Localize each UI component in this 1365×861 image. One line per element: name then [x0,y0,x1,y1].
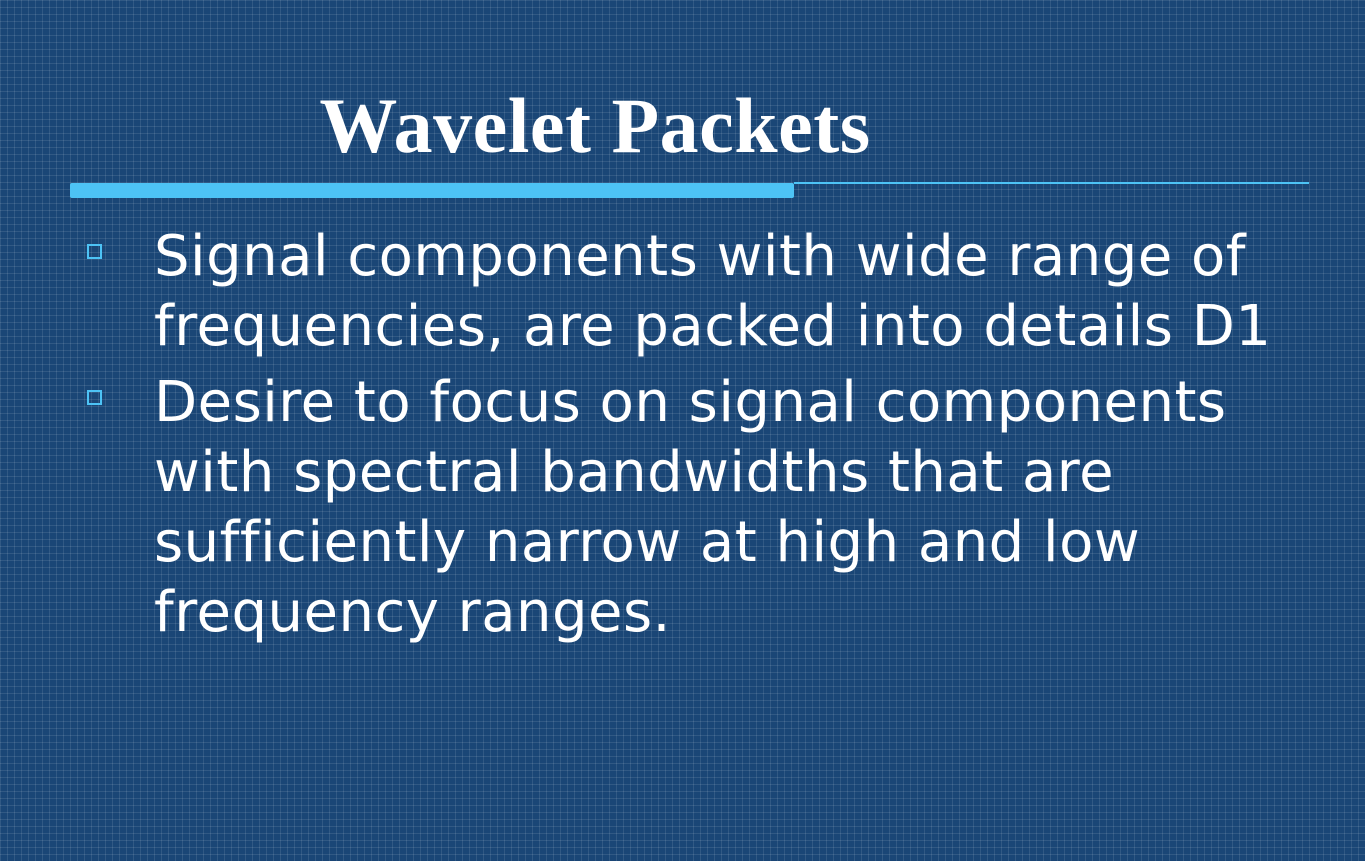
bullet-text: Signal components with wide range of frequencies, are packed into details D1 [154,224,1272,359]
bullet-item [82,222,1342,362]
hollow-square-icon [87,244,102,259]
title-underline-bar [70,183,794,198]
bullet-text: Desire to focus on signal components with spectral bandwidths that are sufficiently narrow at high and low frequency ranges. [154,370,1227,645]
slide-title: Wavelet Packets [319,82,871,169]
bullet-item [82,368,1342,648]
bullet-list [82,222,1342,654]
hollow-square-icon [87,390,102,405]
title-underline-line [794,182,1309,184]
